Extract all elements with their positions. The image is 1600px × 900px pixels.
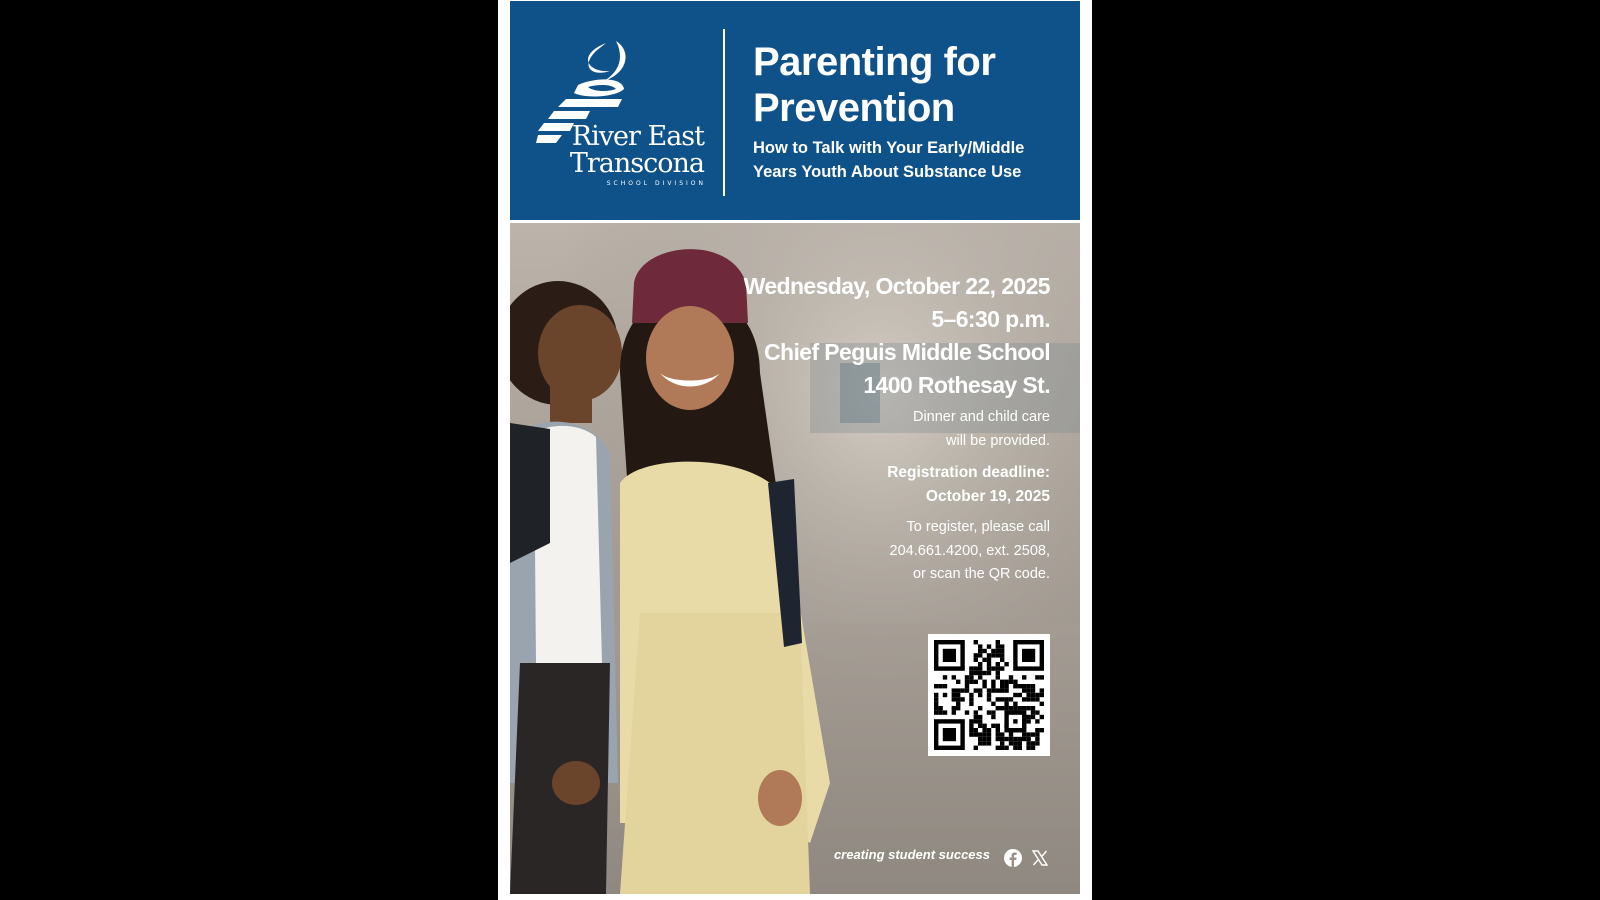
register-line1: To register, please call xyxy=(906,519,1050,535)
flyer-page xyxy=(498,0,1092,900)
logo-subtitle: SCHOOL DIVISION xyxy=(606,180,706,187)
page-subtitle: How to Talk with Your Early/Middle Years Youth About Substance Use xyxy=(753,139,1025,181)
banner-divider xyxy=(723,29,725,196)
x-icon[interactable] xyxy=(1032,850,1048,866)
deadline-label: Registration deadline: xyxy=(887,464,1050,481)
register-phone[interactable]: 204.661.4200, ext. 2508, xyxy=(889,542,1050,559)
event-address: 1400 Rothesay St. xyxy=(863,372,1050,398)
qr-code-icon xyxy=(934,640,1044,750)
event-location: Chief Peguis Middle School xyxy=(764,339,1050,365)
amenities-line1: Dinner and child care xyxy=(912,409,1050,425)
footer-tagline: creating student success xyxy=(833,847,990,862)
register-line3: or scan the QR code. xyxy=(912,566,1050,582)
facebook-icon[interactable] xyxy=(1004,849,1022,867)
registration-qr-code[interactable] xyxy=(928,634,1050,756)
logo-name-line2: Transcona xyxy=(569,148,704,179)
header-banner xyxy=(510,1,1080,220)
event-date: Wednesday, October 22, 2025 xyxy=(743,273,1050,299)
event-time: 5–6:30 p.m. xyxy=(931,306,1050,332)
amenities-line2: will be provided. xyxy=(946,432,1050,449)
event-details xyxy=(720,270,1050,587)
spacer xyxy=(720,508,1050,516)
school-division-logo xyxy=(536,37,704,189)
deadline-date: October 19, 2025 xyxy=(925,487,1050,505)
page-title: Parenting for Prevention xyxy=(753,40,996,130)
spacer xyxy=(720,453,1050,461)
students-photo xyxy=(510,223,1080,894)
logo-name-line1: River East xyxy=(571,121,704,152)
logo-wordmark xyxy=(566,123,704,177)
